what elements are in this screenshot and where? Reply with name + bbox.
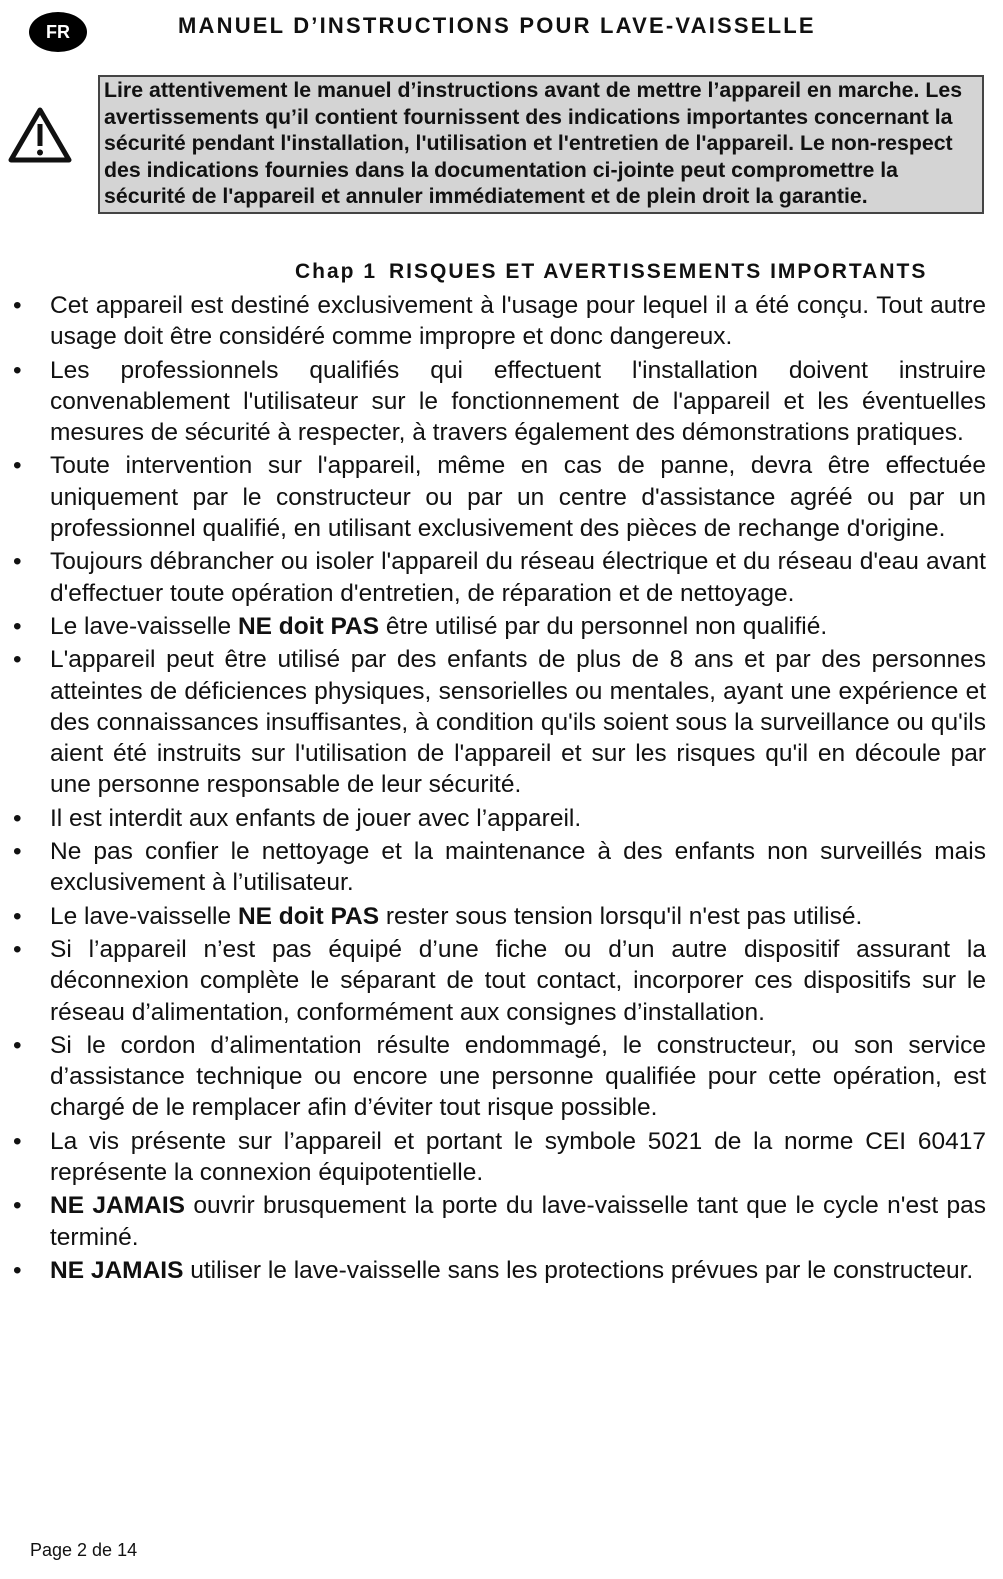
list-item: • Le lave-vaisselle NE doit PAS rester sous tension lorsqu'il n'est pas utilisé. (0, 901, 986, 932)
list-item: • Toujours débrancher ou isoler l'appareil du réseau électrique et du réseau d'eau avant d'effectuer toute opération d'entretien, de réparation et de nettoyage. (0, 546, 986, 609)
safety-list (0, 290, 986, 1288)
page-title: MANUEL D’INSTRUCTIONS POUR LAVE-VAISSELLE (178, 13, 816, 38)
list-item: • Cet appareil est destiné exclusivement à l'usage pour lequel il a été conçu. Tout autre usage doit être considéré comme impropre et donc dangereux. (0, 290, 986, 353)
chapter-heading (295, 260, 927, 284)
list-item: • Si l’appareil n’est pas équipé d’une fiche ou d’un autre dispositif assurant la déconnexion complète le séparant de tout contact, incorporer ces dispositifs sur le réseau d’alimentation, conformément aux consignes d’installation. (0, 934, 986, 1028)
language-badge: FR (29, 12, 87, 52)
warning-notice: Lire attentivement le manuel d’instructions avant de mettre l’appareil en marche. Les avertissements qu’il contient fournissent des indications importantes concernant la sécurité pendant l'installation, l'utilisation et l'entretien de l'appareil. Le non-respect des indications fournies dans la documentation ci-jointe peut compromettre la sécurité de l'appareil et annuler immédiatement et de plein droit la garantie. (98, 75, 984, 214)
list-item: • Toute intervention sur l'appareil, même en cas de panne, devra être effectuée uniquement par le constructeur ou par un centre d'assistance agréé ou par un professionnel qualifié, en utilisant exclusivement des pièces de rechange d'origine. (0, 450, 986, 544)
list-item: • Le lave-vaisselle NE doit PAS être utilisé par du personnel non qualifié. (0, 611, 986, 642)
list-item: • La vis présente sur l’appareil et portant le symbole 5021 de la norme CEI 60417 représente la connexion équipotentielle. (0, 1126, 986, 1189)
chapter-number: Chap 1 (295, 260, 378, 283)
page-number: Page 2 de 14 (30, 1540, 138, 1560)
list-item: • Il est interdit aux enfants de jouer avec l’appareil. (0, 803, 986, 834)
list-item: • Si le cordon d’alimentation résulte endommagé, le constructeur, ou son service d’assistance technique ou encore une personne qualifiée pour cette opération, est chargé de le remplacer afin d’éviter tout risque possible. (0, 1030, 986, 1124)
list-item: • Les professionnels qualifiés qui effectuent l'installation doivent instruire convenablement l'utilisateur sur le fonctionnement de l'appareil et les éventuelles mesures de sécurité à respecter, à travers également des démonstrations pratiques. (0, 355, 986, 449)
chapter-title: RISQUES ET AVERTISSEMENTS IMPORTANTS (389, 260, 928, 283)
list-item: • NE JAMAIS ouvrir brusquement la porte du lave-vaisselle tant que le cycle n'est pas terminé. (0, 1190, 986, 1253)
list-item: • NE JAMAIS utiliser le lave-vaisselle sans les protections prévues par le constructeur. (0, 1255, 986, 1286)
list-item: • L'appareil peut être utilisé par des enfants de plus de 8 ans et par des personnes atteintes de déficiences physiques, sensorielles ou mentales, ayant une expérience et des connaissances insuffisantes, à condition qu'ils soient sous la surveillance ou qu'ils aient été instruits sur l'utilisation de l'appareil et sur les risques qu'il en découle par une personne responsable de leur sécurité. (0, 644, 986, 800)
warning-triangle-icon (8, 106, 72, 164)
list-item: • Ne pas confier le nettoyage et la maintenance à des enfants non surveillés mais exclusivement à l’utilisateur. (0, 836, 986, 899)
